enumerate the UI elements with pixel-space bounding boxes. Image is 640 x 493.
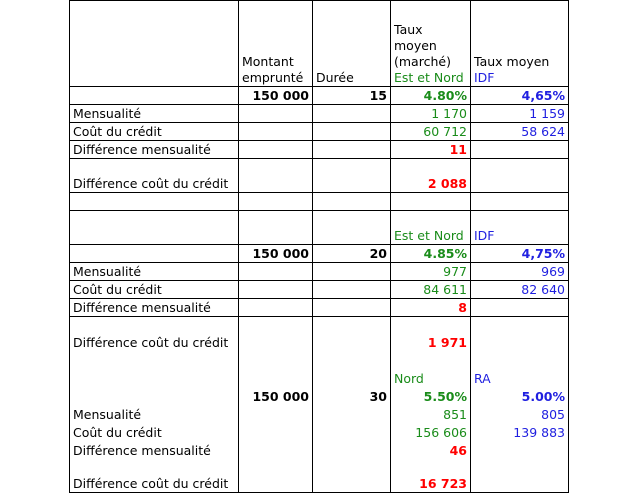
row-label: Différence coût du crédit (70, 459, 239, 493)
block2-cout-a: 84 611 (391, 281, 471, 299)
row-label: Différence mensualité (70, 299, 239, 317)
block3-spacer-row (70, 351, 569, 369)
block2-mensualite-row (70, 263, 569, 281)
header-duree: Durée (313, 1, 391, 87)
block1-taux-a: 4.80% (391, 87, 471, 105)
block2-diff-mens-row (70, 299, 569, 317)
header-taux-moyen: Taux moyen (474, 54, 550, 69)
row-label: Coût du crédit (70, 281, 239, 299)
block1-diff-cout-row (70, 159, 569, 193)
block1-cout-a: 60 712 (391, 123, 471, 141)
row-label: Différence mensualité (70, 441, 239, 459)
block3-taux-b: 5.00% (471, 387, 569, 405)
block3-region-b: RA (471, 369, 569, 387)
block3-duree: 30 (313, 387, 391, 405)
block1-montant: 150 000 (239, 87, 313, 105)
block3-rate-row (70, 387, 569, 405)
block3-taux-a: 5.50% (391, 387, 471, 405)
block3-mensualite-row (70, 405, 569, 423)
row-label: Différence coût du crédit (70, 317, 239, 351)
block1-mensualite-a: 1 170 (391, 105, 471, 123)
block2-header-row (70, 211, 569, 245)
block3-diff-mens: 46 (391, 441, 471, 459)
region-a-label: Est et Nord (394, 70, 464, 85)
row-label: Coût du crédit (70, 423, 239, 441)
block2-diff-cout-row (70, 317, 569, 351)
block2-taux-b: 4,75% (471, 245, 569, 263)
region-b-label: IDF (474, 70, 495, 85)
row-label: Différence mensualité (70, 141, 239, 159)
row-label: Différence coût du crédit (70, 159, 239, 193)
block2-cout-row (70, 281, 569, 299)
header-taux-moyen-cell (471, 1, 569, 87)
block3-cout-a: 156 606 (391, 423, 471, 441)
block1-duree: 15 (313, 87, 391, 105)
block3-montant: 150 000 (239, 387, 313, 405)
block1-mensualite-b: 1 159 (471, 105, 569, 123)
block3-mensualite-a: 851 (391, 405, 471, 423)
block3-region-a: Nord (391, 369, 471, 387)
block2-diff-mens: 8 (391, 299, 471, 317)
block2-mensualite-b: 969 (471, 263, 569, 281)
block1-taux-b: 4,65% (471, 87, 569, 105)
block1-mensualite-row (70, 105, 569, 123)
block1-cout-b: 58 624 (471, 123, 569, 141)
block2-region-b: IDF (471, 211, 569, 245)
header-taux-marche-cell (391, 1, 471, 87)
block1-diff-cout: 2 088 (391, 159, 471, 193)
block2-diff-cout: 1 971 (391, 317, 471, 351)
header-label-cell (70, 1, 239, 87)
row-label: Mensualité (70, 263, 239, 281)
header-row (70, 1, 569, 87)
row-label: Coût du crédit (70, 123, 239, 141)
loan-comparison-table (69, 0, 569, 493)
header-taux-marche: Taux moyen (marché) (394, 22, 451, 69)
block2-duree: 20 (313, 245, 391, 263)
header-montant: Montant emprunté (239, 1, 313, 87)
block2-montant: 150 000 (239, 245, 313, 263)
block3-diff-mens-row (70, 441, 569, 459)
block1-rate-row (70, 87, 569, 105)
block1-diff-mens: 11 (391, 141, 471, 159)
block2-rate-row (70, 245, 569, 263)
block3-mensualite-b: 805 (471, 405, 569, 423)
block3-header-row (70, 369, 569, 387)
block3-cout-b: 139 883 (471, 423, 569, 441)
block1-cout-row (70, 123, 569, 141)
row-label: Mensualité (70, 405, 239, 423)
block2-region-a: Est et Nord (391, 211, 471, 245)
block1-diff-mens-row (70, 141, 569, 159)
block2-taux-a: 4.85% (391, 245, 471, 263)
row-label: Mensualité (70, 105, 239, 123)
block2-mensualite-a: 977 (391, 263, 471, 281)
block2-cout-b: 82 640 (471, 281, 569, 299)
spacer-row (70, 193, 569, 211)
block3-diff-cout: 16 723 (391, 459, 471, 493)
block3-diff-cout-row (70, 459, 569, 493)
block3-cout-row (70, 423, 569, 441)
